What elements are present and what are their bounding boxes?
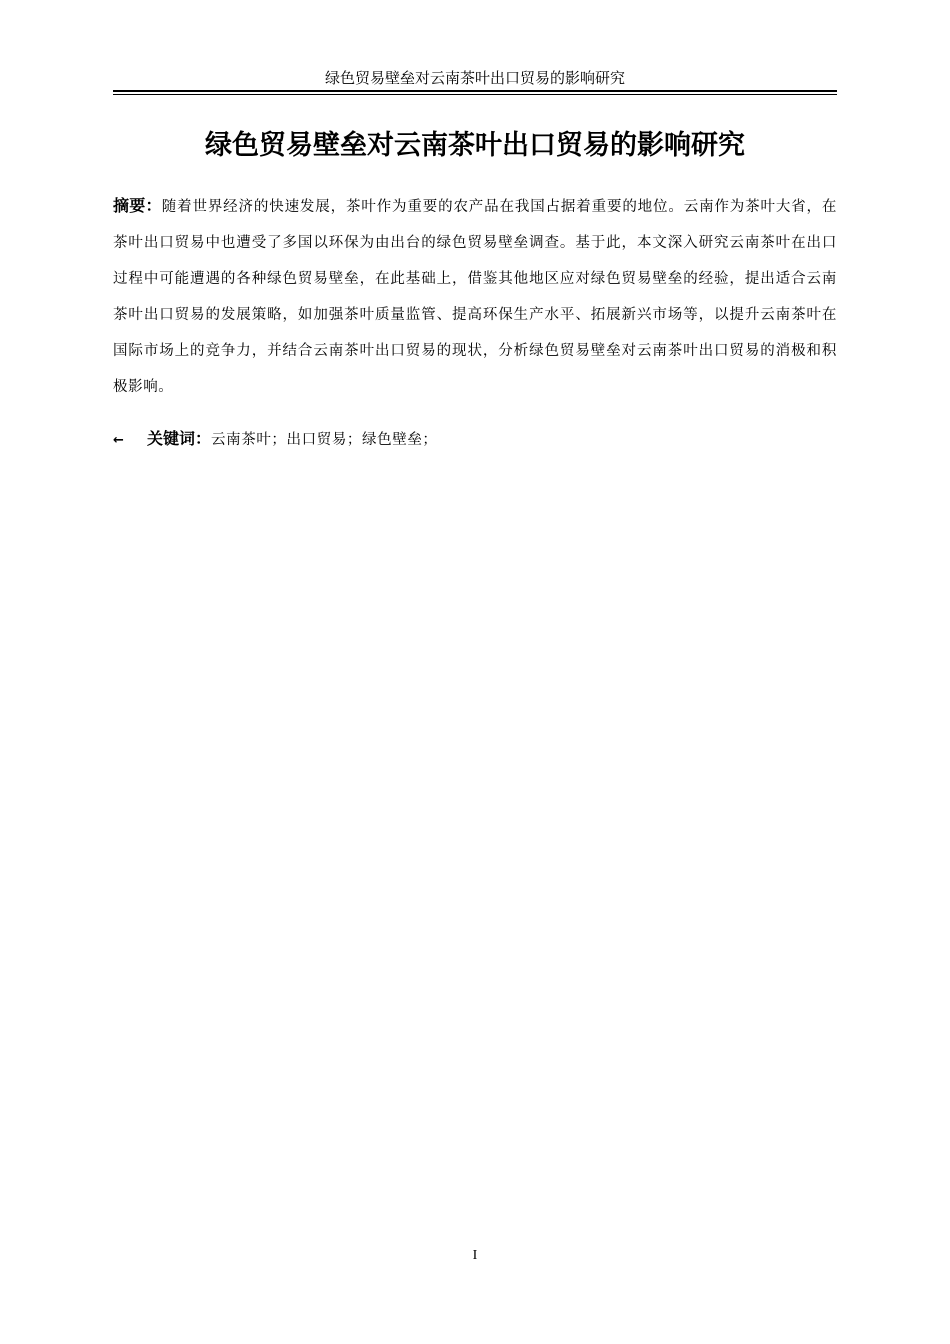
keywords-line [113, 422, 837, 458]
keywords-text: 云南茶叶；出口贸易；绿色壁垒； [211, 432, 438, 448]
keywords-label: 关键词： [147, 429, 212, 448]
document-title: 绿色贸易壁垒对云南茶叶出口贸易的影响研究 [205, 130, 745, 161]
paragraph-mark-icon: ← [113, 433, 124, 448]
abstract-text: 随着世界经济的快速发展，茶叶作为重要的农产品在我国占据着重要的地位。云南作为茶叶大省，在茶叶出口贸易中也遭受了多国以环保为由出台的绿色贸易壁垒调查。基于此，本文深入研究云南茶叶在出口过程中可能遭遇的各种绿色贸易壁垒，在此基础上，借鉴其他地区应对绿色贸易壁垒的经验，提出适合云南茶叶出口贸易的发展策略，如加强茶叶质量监管、提高环保生产水平、拓展新兴市场等，以提升云南茶叶在国际市场上的竞争力，并结合云南茶叶出口贸易的现状，分析绿色贸易壁垒对云南茶叶出口贸易的消极和积极影响。 [113, 199, 837, 395]
abstract-label: 摘要： [113, 196, 162, 215]
header-rule-thin [113, 94, 837, 95]
running-header: 绿色贸易壁垒对云南茶叶出口贸易的影响研究 [324, 69, 625, 87]
header-rule-thick [113, 90, 837, 92]
abstract-paragraph [113, 188, 837, 405]
page-number: I [472, 1248, 478, 1263]
